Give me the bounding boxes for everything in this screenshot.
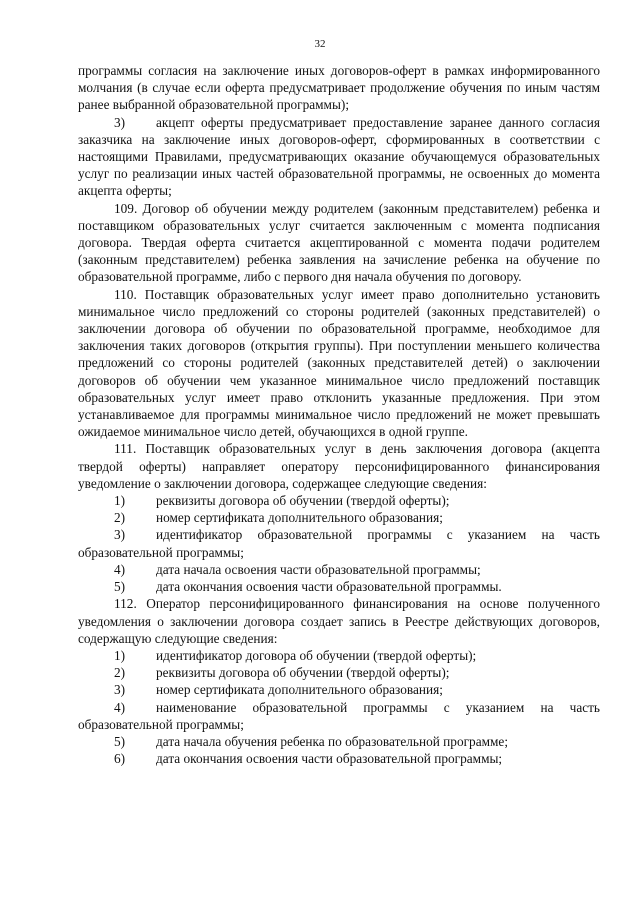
list-item xyxy=(78,733,600,750)
list-item-text: идентификатор образовательной программы с указанием на часть образовательной программы; xyxy=(78,527,600,560)
list-item-number: 4) xyxy=(114,699,126,715)
list-item xyxy=(78,526,600,560)
list-item-number: 6) xyxy=(114,751,126,767)
list-item-number: 1) xyxy=(114,493,126,509)
list-item-text: идентификатор договора об обучении (твердой оферты); xyxy=(156,647,477,663)
list-item xyxy=(78,492,600,509)
paragraph: 112. Оператор персонифицированного финансирования на основе полученного уведомления о заключении договора создает запись в Реестре действующих договоров, содержащую следующие сведения: xyxy=(78,596,600,646)
list-item-number: 3) xyxy=(114,114,126,130)
list-item xyxy=(78,681,600,698)
list-item-text: реквизиты договора об обучении (твердой оферты); xyxy=(156,665,450,681)
list-item-text: наименование образовательной программы с указанием на часть образовательной программы; xyxy=(78,699,600,732)
list-item xyxy=(78,750,600,767)
list-item xyxy=(78,114,600,200)
list-item xyxy=(78,509,600,526)
list-item-number: 1) xyxy=(114,647,126,663)
list-item-text: дата окончания освоения части образовательной программы; xyxy=(156,751,503,767)
list-item xyxy=(78,699,600,733)
list-item-number: 2) xyxy=(114,510,126,526)
paragraph: 111. Поставщик образовательных услуг в день заключения договора (акцепта твердой оферты) направляет оператору персонифицированного финансирования уведомление о заключении договора, содержащее следующие сведения: xyxy=(78,441,600,491)
page-number: 32 xyxy=(314,38,326,50)
document-body xyxy=(78,62,600,767)
list-item-number: 4) xyxy=(114,561,126,577)
list-item xyxy=(78,561,600,578)
list-item-text: номер сертификата дополнительного образования; xyxy=(156,510,443,526)
paragraph: программы согласия на заключение иных договоров-оферт в рамках информированного молчания (в случае если оферта предусматривает продолжение обучения по иным частям ранее выбранной образовательной программы); xyxy=(78,63,600,113)
list-item-text: реквизиты договора об обучении (твердой оферты); xyxy=(156,493,450,509)
list-item-text: дата окончания освоения части образовательной программы. xyxy=(156,579,502,595)
paragraph: 110. Поставщик образовательных услуг имеет право дополнительно установить минимальное число предложений со стороны родителей (законных представителей) о заключении договора об обучении по образовательной программе, необходимое для заключения таких договоров (открытия группы). При поступлении меньшего количества предложений со стороны родителей (законных представителей детей) о заключении договоров об обучении чем указанное минимальное число предложений поставщик образовательных услуг имеет право отклонить указанные предложения. При этом устанавливаемое для программы минимальное число предложений не может превышать ожидаемое минимальное число детей, обучающихся в одной группе. xyxy=(78,286,600,440)
list-item-text: акцепт оферты предусматривает предоставление заранее данного согласия заказчика на заключение иных договоров-оферт, сформированных в соответствии с настоящими Правилами, предусматривающих оказание обучающемуся образовательных услуг по реализации иных частей образовательной программы, не освоенных до момента акцепта оферты; xyxy=(78,114,600,199)
list-item-number: 3) xyxy=(114,682,126,698)
list-item-text: номер сертификата дополнительного образования; xyxy=(156,682,443,698)
list-item xyxy=(78,578,600,595)
list-item-number: 5) xyxy=(114,733,126,749)
list-item-number: 3) xyxy=(114,527,126,543)
list-item xyxy=(78,647,600,664)
paragraph: 109. Договор об обучении между родителем (законным представителем) ребенка и поставщиком образовательных услуг считается заключенным с момента подписания договора. Твердая оферта считается акцептированной с момента подачи родителем (законным представителем) ребенка заявления на зачисление ребенка на обучение по образовательной программе, либо с первого дня начала обучения по договору. xyxy=(78,200,600,285)
list-item-text: дата начала освоения части образовательной программы; xyxy=(156,561,481,577)
list-item-text: дата начала обучения ребенка по образовательной программе; xyxy=(156,733,509,749)
list-item xyxy=(78,664,600,681)
list-item-number: 5) xyxy=(114,579,126,595)
list-item-number: 2) xyxy=(114,665,126,681)
